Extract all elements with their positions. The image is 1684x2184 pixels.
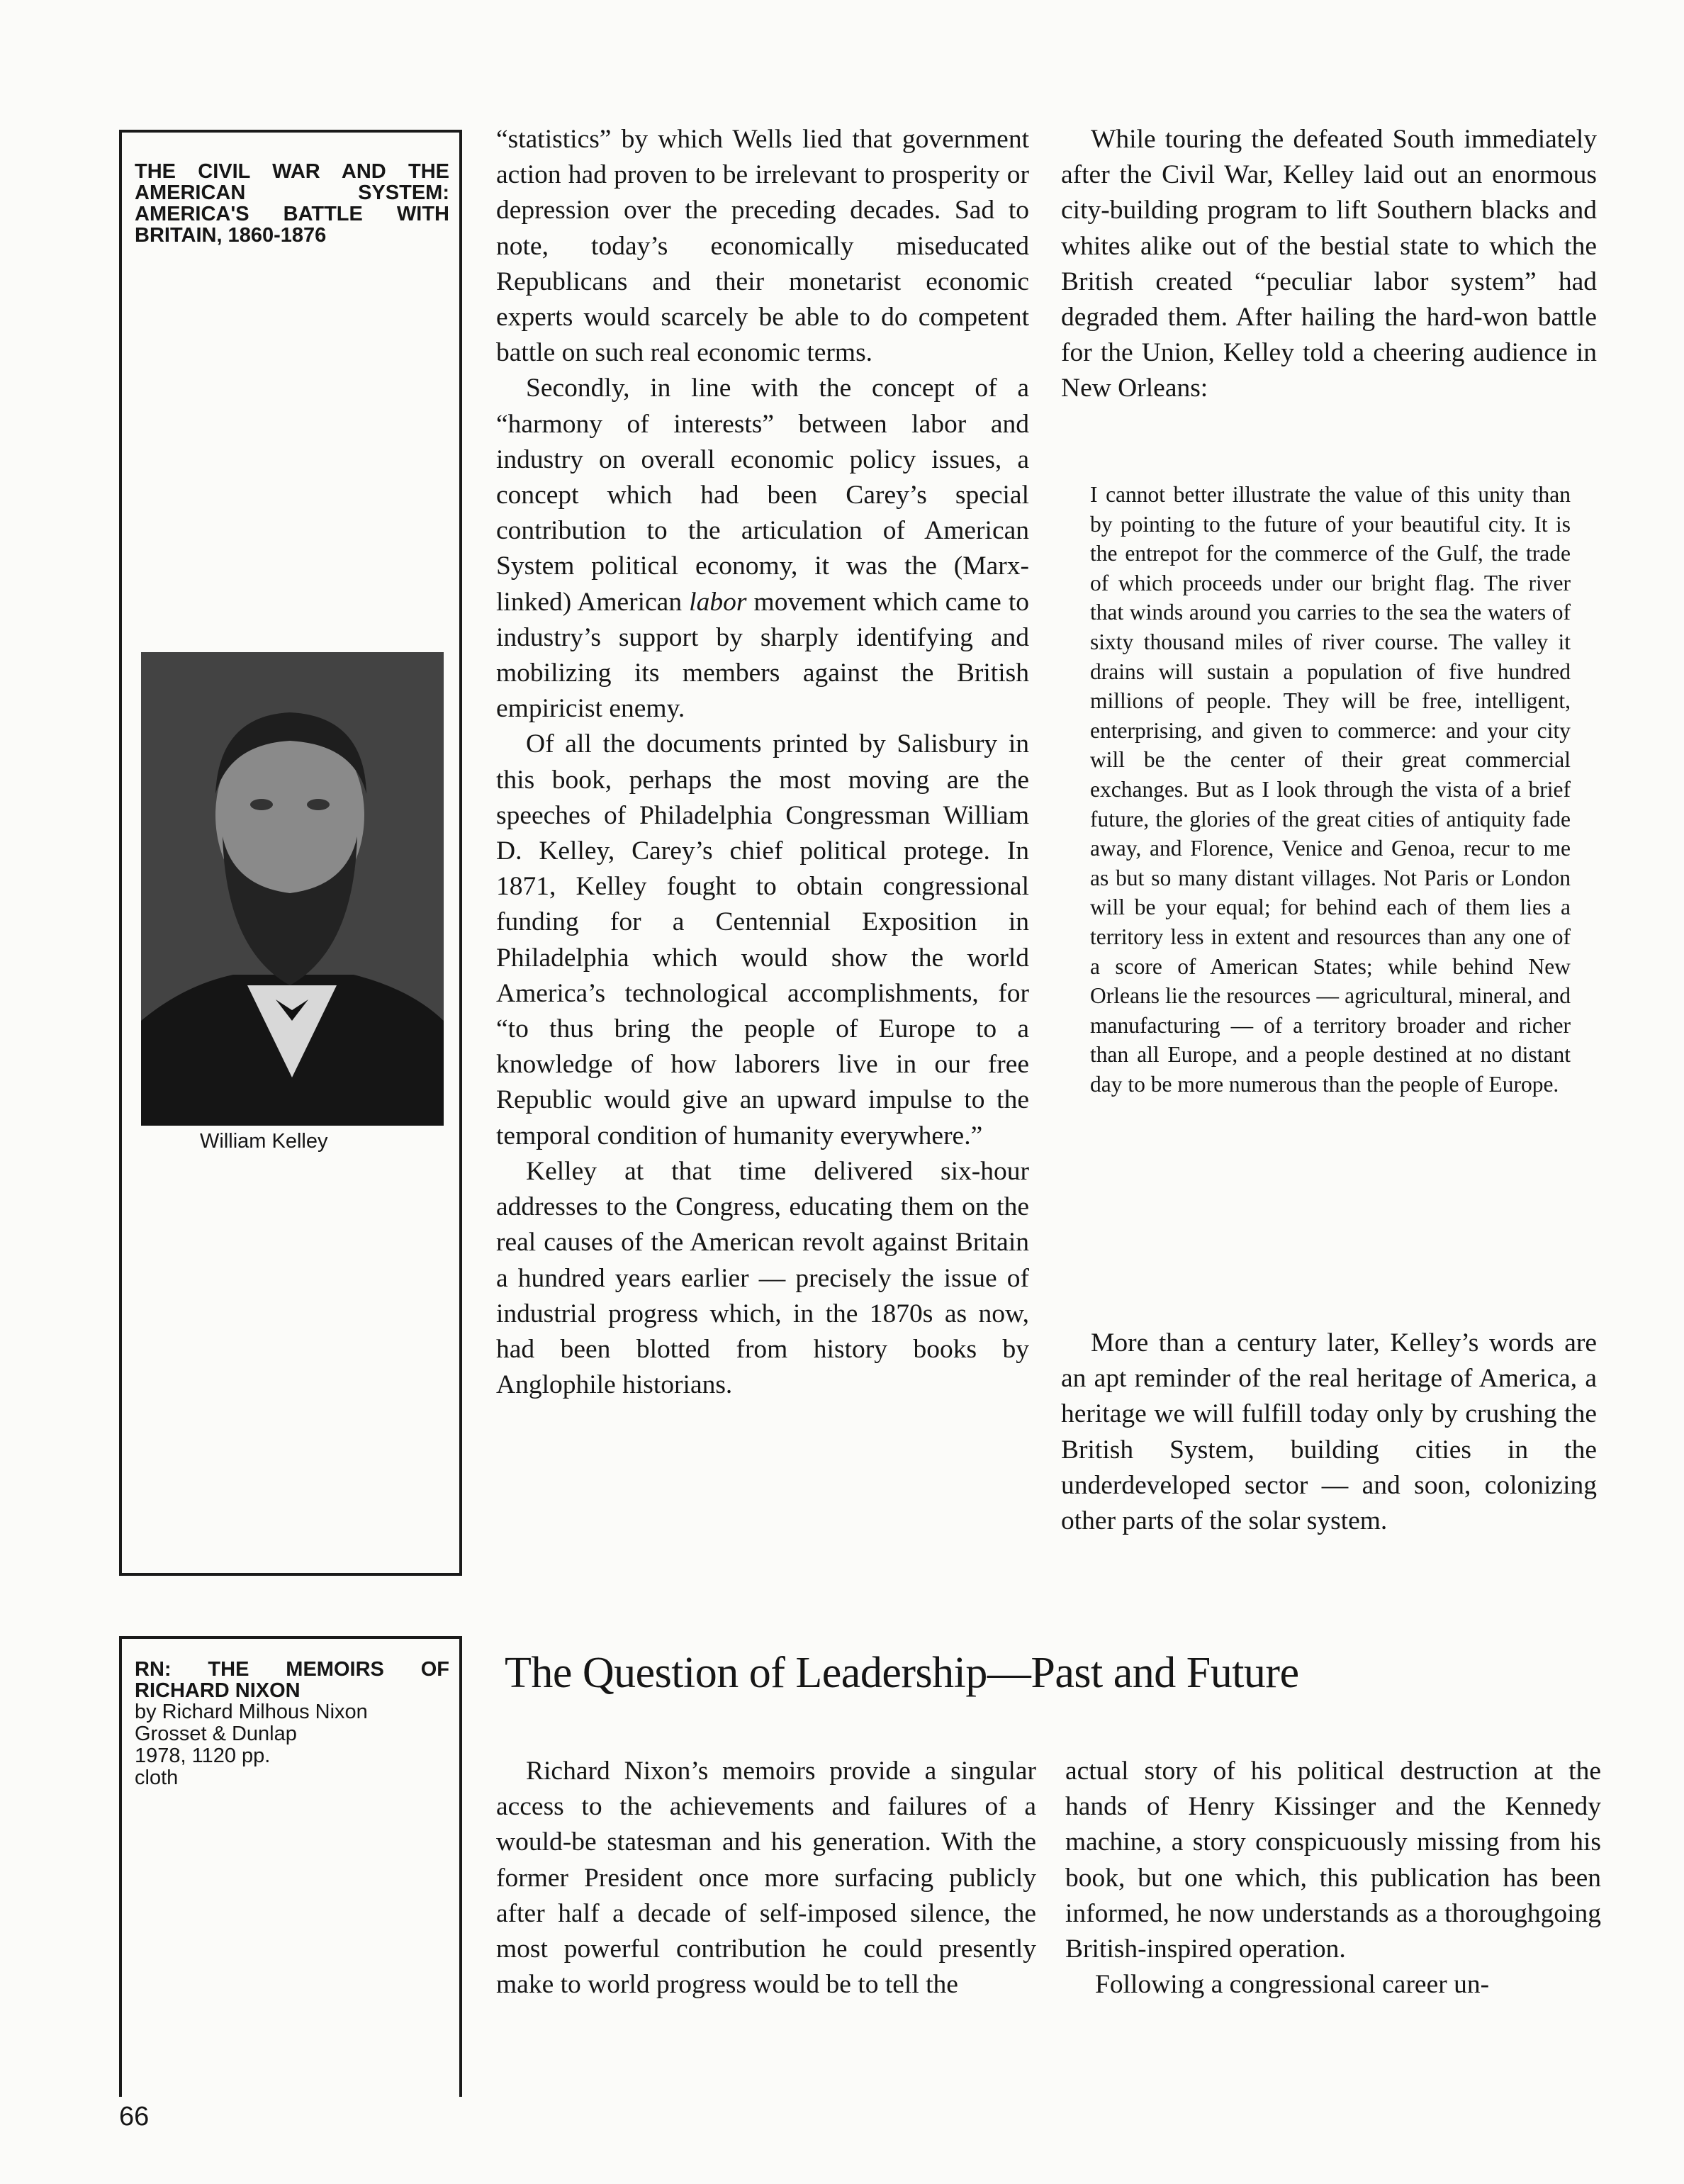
portrait-illustration: [141, 652, 444, 1126]
paragraph: Richard Nixon’s memoirs provide a singular access to the achievements and failures of a would-be statesman and his generation. With the former President once more surfacing publicly after half a decade of self-imposed silence, the most powerful contribution he could presently make to world progress would be to tell the: [496, 1757, 1036, 2000]
sidebar-book-title-nixon: RN: THE MEMOIRS OF RICHARD NIXON by Richard Milhous Nixon Grosset & Dunlap 1978, 1120 pp. cloth: [135, 1658, 449, 1789]
paragraph: More than a century later, Kelley’s words are an apt reminder of the real heritage of America, a heritage we will fulfill today only by crushing the British System, building cities in the underdeveloped sector — and soon, colonizing other parts of the solar system.: [1061, 1328, 1597, 1536]
section-heading: The Question of Leadership—Past and Future: [505, 1649, 1299, 1697]
portrait-photo: [141, 652, 444, 1126]
article-column-2: [1061, 122, 1597, 407]
page-number: 66: [119, 2102, 150, 2132]
sidebar-box-nixon: [119, 1636, 462, 2097]
book-details: 1978, 1120 pp.: [135, 1745, 271, 1767]
book-author: by Richard Milhous Nixon: [135, 1701, 368, 1723]
paragraph: Of all the documents printed by Salisbury in this book, perhaps the most moving are the speeches of Philadelphia Congressman William D. Kelley, Carey’s chief political protege. In 1871, Kelley fought to obtain congressional funding for a Centennial Exposition in Philadelphia which would show the world America’s technological accomplishments, for “to thus bring the people of Europe to a knowledge of how laborers live in our free Republic would give an upward impulse to the temporal condition of humanity everywhere.”: [496, 729, 1029, 1150]
article-column-2-end: [1061, 1326, 1597, 1539]
paragraph: Following a congressional career un-: [1095, 1970, 1490, 2000]
paragraph: While touring the defeated South immediately after the Civil War, Kelley laid out an enormous city-building program to lift Southern blacks and whites alike out of the bestial state to which the British created “peculiar labor system” had degraded them. After hailing the hard-won battle for the Union, Kelley told a cheering audience in New Orleans:: [1061, 125, 1597, 403]
section-column-1: [496, 1754, 1036, 2003]
paragraph: “statistics” by which Wells lied that government action had proven to be irrelevant to prosperity or depression over the preceding decades. Sad to note, today’s economically miseducated Republicans and their monetarist economic experts would scarcely be able to do competent battle on such real economic terms.: [496, 125, 1029, 368]
paragraph: Secondly, in line with the concept of a “harmony of interests” between labor and industry on overall economic policy issues, a concept which had been Carey’s special contribution to the articulation of American System political economy, it was the (Marx-linked) American labor movement which came to industry’s support by sharply identifying and mobilizing its members against the British empiricist enemy.: [496, 374, 1029, 724]
paragraph: Kelley at that time delivered six-hour addresses to the Congress, educating them on the real causes of the American revolt against Britain a hundred years earlier — precisely the issue of industrial progress which, in the 1870s as now, had been blotted from history books by Anglophile historians.: [496, 1156, 1029, 1400]
portrait-caption: William Kelley: [200, 1130, 328, 1153]
article-column-1: [496, 122, 1029, 1403]
block-quote: I cannot better illustrate the value of this unity than by pointing to the future of your beautiful city. It is the entrepot for the commerce of the Gulf, the trade of which proceeds under our bright flag. The river that winds around you carries to the sea the waters of sixty thousand miles of river course. The valley it drains will sustain a population of five hundred millions of people. They will be free, intelligent, enterprising, and given to commerce: and your city will be the center of their great commercial exchanges. But as I look through the vista of a brief future, the glories of the great cities of antiquity fade away, and Florence, Venice and Genoa, recur to me as but so many distant villages. Not Paris or London will be your equal; for behind each of them lies a territory less in extent and resources than any one of a score of American States; while behind New Orleans lie the resources — agricultural, mineral, and manufacturing — of a territory broader and richer than all Europe, and a people destined at no distant day to be more numerous than the people of Europe.: [1090, 482, 1571, 1097]
sidebar-book-title: THE CIVIL WAR AND THE AMERICAN SYSTEM: AMERICA'S BATTLE WITH BRITAIN, 1860-1876: [135, 160, 449, 247]
book-binding: cloth: [135, 1766, 179, 1789]
section-column-2: [1065, 1754, 1601, 2003]
book-publisher: Grosset & Dunlap: [135, 1723, 297, 1745]
paragraph: actual story of his political destruction at the hands of Henry Kissinger and the Kennedy machine, a story conspicuously missing from his book, but one which, this publication has been informed, he now understands as a thoroughgoing British-inspired operation.: [1065, 1757, 1601, 1964]
